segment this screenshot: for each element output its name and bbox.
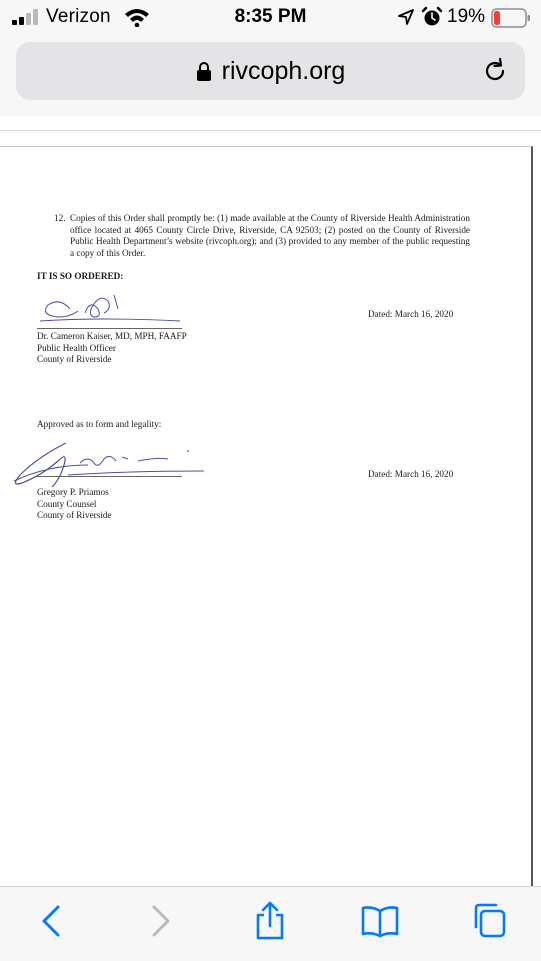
carrier-label: Verizon — [46, 6, 111, 27]
signature-kaiser — [30, 287, 190, 327]
address-bar-area — [0, 36, 541, 116]
signer-title: Public Health Officer — [37, 342, 116, 353]
dated-priamos: Dated: March 16, 2020 — [368, 469, 454, 479]
pdf-page — [0, 146, 533, 889]
approved-text: Approved as to form and legality: — [37, 419, 162, 429]
book-icon — [360, 901, 400, 941]
chevron-left-icon — [32, 901, 72, 941]
alarm-icon — [421, 6, 443, 28]
lock-icon — [196, 61, 212, 81]
tabs-icon — [468, 901, 508, 941]
status-bar — [0, 0, 541, 36]
signer-kaiser-block — [37, 331, 187, 366]
battery-percent: 19% — [447, 6, 486, 27]
status-time: 8:35 PM — [234, 6, 307, 27]
address-bar[interactable] — [16, 42, 525, 100]
signature-priamos — [8, 435, 208, 493]
reload-icon[interactable] — [481, 57, 509, 85]
signature-line — [37, 328, 182, 329]
back-button[interactable] — [32, 901, 72, 941]
location-arrow-icon — [397, 8, 415, 26]
dated-kaiser: Dated: March 16, 2020 — [368, 309, 454, 319]
url-text[interactable]: rivcoph.org — [221, 56, 346, 85]
signer-priamos-block — [37, 487, 112, 522]
bookmarks-button[interactable] — [360, 901, 400, 941]
signer-name: Gregory P. Priamos — [37, 487, 109, 497]
paragraph-text: Copies of this Order shall promptly be: (1) made available at the County of Riverside Health Administration office located at 4065 County Circle Drive, Riverside, CA 92503; (2) posted on the County of Riverside Public Health Department’s website (rivcoph.org); and (3) provided to any member of the public requesting a copy of this Order. — [70, 213, 470, 258]
web-content[interactable] — [0, 116, 541, 886]
share-button[interactable] — [250, 901, 290, 941]
chevron-right-icon — [140, 901, 180, 941]
tabs-button[interactable] — [468, 901, 508, 941]
forward-button[interactable] — [140, 901, 180, 941]
signer-org: County of Riverside — [37, 354, 112, 365]
signer-title: County Counsel — [37, 498, 97, 509]
paragraph-number: 12. — [54, 213, 66, 223]
signer-org: County of Riverside — [37, 510, 112, 521]
so-ordered-heading: IT IS SO ORDERED: — [37, 271, 124, 281]
page-divider — [0, 130, 541, 131]
safari-toolbar — [0, 886, 541, 961]
share-icon — [250, 901, 290, 941]
signature-line — [37, 476, 182, 477]
signer-name: Dr. Cameron Kaiser, MD, MPH, FAAFP — [37, 331, 187, 341]
battery-icon — [491, 8, 531, 28]
